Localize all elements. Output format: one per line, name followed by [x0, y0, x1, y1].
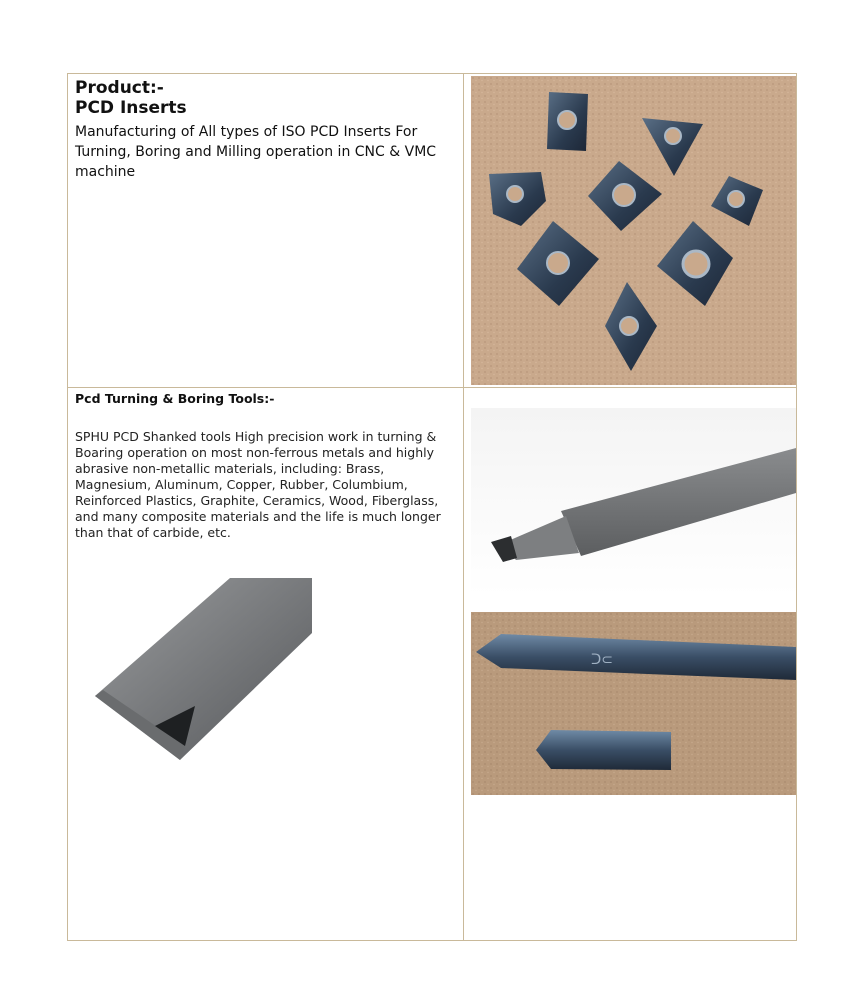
svg-text:ᑐ⊂: ᑐ⊂ [591, 652, 613, 668]
pcd-inserts-photo [471, 76, 796, 385]
product-description: Manufacturing of All types of ISO PCD Inserts For Turning, Boring and Milling operation in CNC & VMC machine [75, 124, 437, 180]
product-cell [75, 78, 460, 182]
product-name: PCD Inserts [75, 98, 187, 118]
insert-square-top [547, 92, 588, 151]
turning-tool-closeup [75, 578, 312, 766]
shank-tools-photo [471, 612, 796, 795]
table-row-divider [67, 387, 797, 388]
tools-cell [75, 391, 460, 541]
table-column-divider [463, 73, 464, 941]
product-label: Product:- [75, 78, 164, 98]
tools-description: SPHU PCD Shanked tools High precision work in turning & Boaring operation on most non-ferrous metals and highly abrasive non-metallic materials, including: Brass, Magnesium, Aluminum, Copper, Rubber, Columbium, Reinforced Plastics, Graphite, Ceramics, Wood, Fiberglass, and many composite materials and the life is much longer than that of carbide, etc. [75, 429, 441, 540]
tools-heading: Pcd Turning & Boring Tools:- [75, 391, 275, 406]
boring-tool-photo [471, 408, 796, 596]
